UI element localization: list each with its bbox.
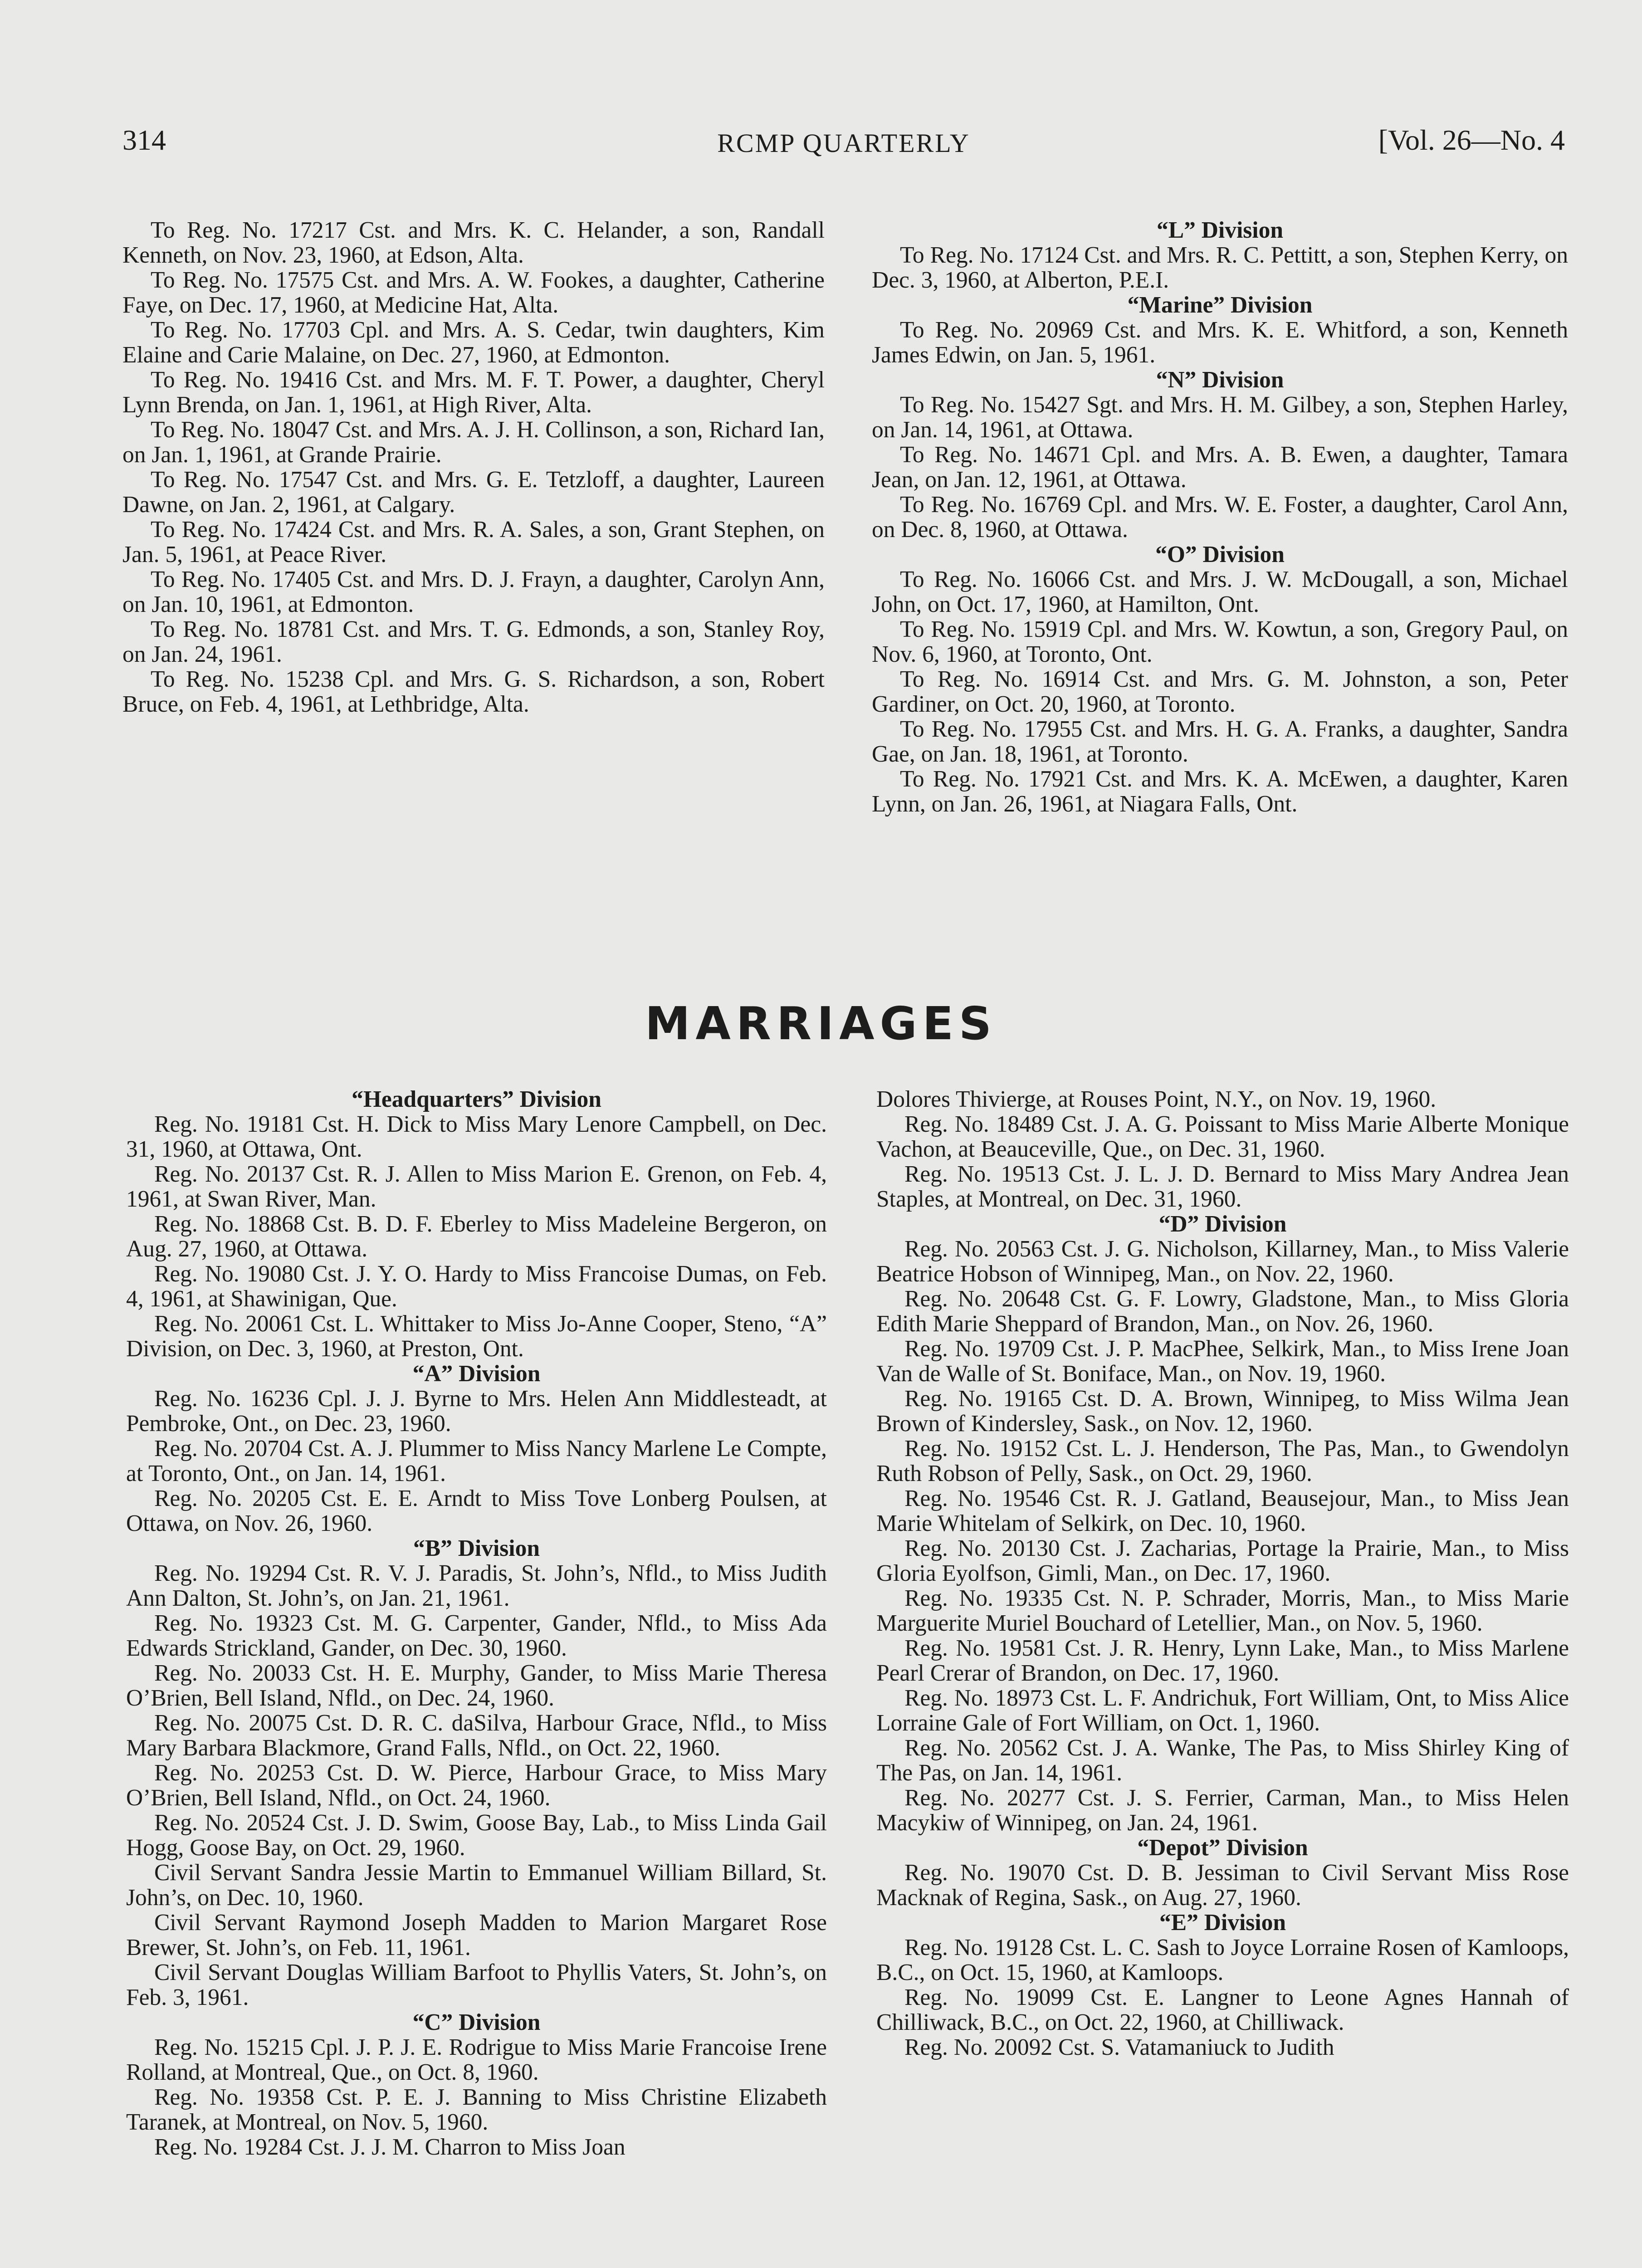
- entry-paragraph: Reg. No. 20130 Cst. J. Zacharias, Portage la Prairie, Man., to Miss Gloria Eyolfson, Gimli, Man., on Dec. 17, 1960.: [876, 1535, 1569, 1586]
- division-heading: “N” Division: [1156, 367, 1284, 393]
- entry-paragraph: To Reg. No. 17124 Cst. and Mrs. R. C. Pettitt, a son, Stephen Kerry, on Dec. 3, 1960, at Alberton, P.E.I.: [872, 242, 1568, 293]
- division-heading: “E” Division: [1159, 1910, 1286, 1936]
- entry-paragraph: Dolores Thivierge, at Rouses Point, N.Y., on Nov. 19, 1960.: [876, 1086, 1437, 1112]
- entry-paragraph: Reg. No. 18868 Cst. B. D. F. Eberley to Miss Madeleine Bergeron, on Aug. 27, 1960, at Ottawa.: [126, 1211, 827, 1262]
- entry-paragraph: To Reg. No. 16914 Cst. and Mrs. G. M. Johnston, a son, Peter Gardiner, on Oct. 20, 1960, at Toronto.: [872, 666, 1568, 717]
- entry-paragraph: Reg. No. 19181 Cst. H. Dick to Miss Mary Lenore Campbell, on Dec. 31, 1960, at Ottawa, Ont.: [126, 1111, 827, 1162]
- division-heading: “O” Division: [1155, 542, 1285, 567]
- division-heading: “Headquarters” Division: [352, 1086, 601, 1112]
- entry-paragraph: Reg. No. 20061 Cst. L. Whittaker to Miss Jo-Anne Cooper, Steno, “A” Division, on Dec. 3, 1960, at Preston, Ont.: [126, 1311, 827, 1362]
- division-heading: “D” Division: [1158, 1211, 1287, 1237]
- entry-paragraph: To Reg. No. 17424 Cst. and Mrs. R. A. Sales, a son, Grant Stephen, on Jan. 5, 1961, at Peace River.: [122, 517, 825, 567]
- entry-paragraph: Reg. No. 20704 Cst. A. J. Plummer to Miss Nancy Marlene Le Compte, at Toronto, Ont., on Jan. 14, 1961.: [126, 1436, 827, 1486]
- division-heading: “A” Division: [412, 1361, 541, 1387]
- entry-paragraph: To Reg. No. 16066 Cst. and Mrs. J. W. McDougall, a son, Michael John, on Oct. 17, 1960, at Hamilton, Ont.: [872, 567, 1568, 617]
- entry-paragraph: Reg. No. 20092 Cst. S. Vatamaniuck to Judith: [904, 2034, 1334, 2060]
- entry-paragraph: Reg. No. 19080 Cst. J. Y. O. Hardy to Miss Francoise Dumas, on Feb. 4, 1961, at Shawinigan, Que.: [126, 1261, 827, 1312]
- entry-paragraph: Reg. No. 20562 Cst. J. A. Wanke, The Pas, to Miss Shirley King of The Pas, on Jan. 14, 1961.: [876, 1735, 1569, 1786]
- entry-paragraph: To Reg. No. 17921 Cst. and Mrs. K. A. McEwen, a daughter, Karen Lynn, on Jan. 26, 1961, at Niagara Falls, Ont.: [872, 766, 1568, 817]
- entry-paragraph: To Reg. No. 15919 Cpl. and Mrs. W. Kowtun, a son, Gregory Paul, on Nov. 6, 1960, at Toronto, Ont.: [872, 616, 1568, 667]
- births-left-column: [122, 218, 825, 717]
- division-heading: “Depot” Division: [1137, 1835, 1308, 1861]
- entry-paragraph: Reg. No. 20075 Cst. D. R. C. daSilva, Harbour Grace, Nfld., to Miss Mary Barbara Blackmore, Grand Falls, Nfld., on Oct. 22, 1960.: [126, 1710, 827, 1761]
- entry-paragraph: To Reg. No. 19416 Cst. and Mrs. M. F. T. Power, a daughter, Cheryl Lynn Brenda, on Jan. 1, 1961, at High River, Alta.: [122, 367, 825, 418]
- entry-paragraph: To Reg. No. 20969 Cst. and Mrs. K. E. Whitford, a son, Kenneth James Edwin, on Jan. 5, 1961.: [872, 317, 1568, 368]
- entry-paragraph: To Reg. No. 17575 Cst. and Mrs. A. W. Fookes, a daughter, Catherine Faye, on Dec. 17, 1960, at Medicine Hat, Alta.: [122, 267, 825, 318]
- entry-paragraph: To Reg. No. 15427 Sgt. and Mrs. H. M. Gilbey, a son, Stephen Harley, on Jan. 14, 1961, at Ottawa.: [872, 392, 1568, 443]
- entry-paragraph: Reg. No. 19099 Cst. E. Langner to Leone Agnes Hannah of Chilliwack, B.C., on Oct. 22, 1960, at Chilliwack.: [876, 1984, 1569, 2035]
- entry-paragraph: Reg. No. 20524 Cst. J. D. Swim, Goose Bay, Lab., to Miss Linda Gail Hogg, Goose Bay, on Oct. 29, 1960.: [126, 1810, 827, 1861]
- entry-paragraph: Reg. No. 19709 Cst. J. P. MacPhee, Selkirk, Man., to Miss Irene Joan Van de Walle of St. Boniface, Man., on Nov. 19, 1960.: [876, 1336, 1569, 1387]
- entry-paragraph: Reg. No. 19294 Cst. R. V. J. Paradis, St. John’s, Nfld., to Miss Judith Ann Dalton, St. John’s, on Jan. 21, 1961.: [126, 1560, 827, 1611]
- entry-paragraph: Reg. No. 20205 Cst. E. E. Arndt to Miss Tove Lonberg Poulsen, at Ottawa, on Nov. 26, 1960.: [126, 1486, 827, 1536]
- entry-paragraph: To Reg. No. 18047 Cst. and Mrs. A. J. H. Collinson, a son, Richard Ian, on Jan. 1, 1961, at Grande Prairie.: [122, 417, 825, 468]
- entry-paragraph: To Reg. No. 17547 Cst. and Mrs. G. E. Tetzloff, a daughter, Laureen Dawne, on Jan. 2, 1961, at Calgary.: [122, 467, 825, 518]
- entry-paragraph: To Reg. No. 18781 Cst. and Mrs. T. G. Edmonds, a son, Stanley Roy, on Jan. 24, 1961.: [122, 616, 825, 667]
- division-heading: “L” Division: [1156, 217, 1284, 243]
- entry-paragraph: To Reg. No. 17217 Cst. and Mrs. K. C. Helander, a son, Randall Kenneth, on Nov. 23, 1960, at Edson, Alta.: [122, 217, 825, 268]
- entry-paragraph: Reg. No. 19128 Cst. L. C. Sash to Joyce Lorraine Rosen of Kamloops, B.C., on Oct. 15, 1960, at Kamloops.: [876, 1935, 1569, 1985]
- entry-paragraph: Reg. No. 16236 Cpl. J. J. Byrne to Mrs. Helen Ann Middlesteadt, at Pembroke, Ont., on Dec. 23, 1960.: [126, 1386, 827, 1437]
- entry-paragraph: Reg. No. 20253 Cst. D. W. Pierce, Harbour Grace, to Miss Mary O’Brien, Bell Island, Nfld., on Oct. 24, 1960.: [126, 1760, 827, 1811]
- entry-paragraph: Reg. No. 15215 Cpl. J. P. J. E. Rodrigue to Miss Marie Francoise Irene Rolland, at Montreal, Que., on Oct. 8, 1960.: [126, 2034, 827, 2085]
- entry-paragraph: Civil Servant Raymond Joseph Madden to Marion Margaret Rose Brewer, St. John’s, on Feb. 11, 1961.: [126, 1910, 827, 1960]
- entry-paragraph: Civil Servant Sandra Jessie Martin to Emmanuel William Billard, St. John’s, on Dec. 10, 1960.: [126, 1860, 827, 1911]
- entry-paragraph: Reg. No. 20137 Cst. R. J. Allen to Miss Marion E. Grenon, on Feb. 4, 1961, at Swan River, Man.: [126, 1161, 827, 1212]
- entry-paragraph: Reg. No. 19513 Cst. J. L. J. D. Bernard to Miss Mary Andrea Jean Staples, at Montreal, on Dec. 31, 1960.: [876, 1161, 1569, 1212]
- entry-paragraph: Reg. No. 19165 Cst. D. A. Brown, Winnipeg, to Miss Wilma Jean Brown of Kindersley, Sask., on Nov. 12, 1960.: [876, 1386, 1569, 1437]
- entry-paragraph: To Reg. No. 16769 Cpl. and Mrs. W. E. Foster, a daughter, Carol Ann, on Dec. 8, 1960, at Ottawa.: [872, 492, 1568, 543]
- entry-paragraph: To Reg. No. 14671 Cpl. and Mrs. A. B. Ewen, a daughter, Tamara Jean, on Jan. 12, 1961, at Ottawa.: [872, 442, 1568, 493]
- entry-paragraph: Reg. No. 19335 Cst. N. P. Schrader, Morris, Man., to Miss Marie Marguerite Muriel Bouchard of Letellier, Man., on Nov. 5, 1960.: [876, 1585, 1569, 1636]
- births-right-column: [872, 218, 1568, 816]
- volume-number: [Vol. 26—No. 4: [1378, 124, 1565, 156]
- entry-paragraph: Reg. No. 18973 Cst. L. F. Andrichuk, Fort William, Ont, to Miss Alice Lorraine Gale of Fort William, on Oct. 1, 1960.: [876, 1685, 1569, 1736]
- entry-paragraph: To Reg. No. 17405 Cst. and Mrs. D. J. Frayn, a daughter, Carolyn Ann, on Jan. 10, 1961, at Edmonton.: [122, 567, 825, 617]
- marriages-heading: MARRIAGES: [645, 997, 997, 1050]
- entry-paragraph: To Reg. No. 17703 Cpl. and Mrs. A. S. Cedar, twin daughters, Kim Elaine and Carie Malaine, on Dec. 27, 1960, at Edmonton.: [122, 317, 825, 368]
- entry-paragraph: Reg. No. 19358 Cst. P. E. J. Banning to Miss Christine Elizabeth Taranek, at Montreal, on Nov. 5, 1960.: [126, 2084, 827, 2135]
- page-header: [122, 123, 1565, 164]
- entry-paragraph: To Reg. No. 17955 Cst. and Mrs. H. G. A. Franks, a daughter, Sandra Gae, on Jan. 18, 1961, at Toronto.: [872, 716, 1568, 767]
- entry-paragraph: Reg. No. 19546 Cst. R. J. Gatland, Beausejour, Man., to Miss Jean Marie Whitelam of Selkirk, on Dec. 10, 1960.: [876, 1486, 1569, 1536]
- marriages-left-column: [126, 1087, 827, 2160]
- division-heading: “C” Division: [412, 2009, 541, 2035]
- entry-paragraph: Reg. No. 20563 Cst. J. G. Nicholson, Killarney, Man., to Miss Valerie Beatrice Hobson of Winnipeg, Man., on Nov. 22, 1960.: [876, 1236, 1569, 1287]
- entry-paragraph: Reg. No. 20277 Cst. J. S. Ferrier, Carman, Man., to Miss Helen Macykiw of Winnipeg, on Jan. 24, 1961.: [876, 1785, 1569, 1836]
- entry-paragraph: Reg. No. 19581 Cst. J. R. Henry, Lynn Lake, Man., to Miss Marlene Pearl Crerar of Brandon, on Dec. 17, 1960.: [876, 1635, 1569, 1686]
- entry-paragraph: Reg. No. 20648 Cst. G. F. Lowry, Gladstone, Man., to Miss Gloria Edith Marie Sheppard of Brandon, Man., on Nov. 26, 1960.: [876, 1286, 1569, 1337]
- entry-paragraph: Reg. No. 19152 Cst. L. J. Henderson, The Pas, Man., to Gwendolyn Ruth Robson of Pelly, Sask., on Oct. 29, 1960.: [876, 1436, 1569, 1486]
- marriages-right-column: [876, 1087, 1569, 2060]
- entry-paragraph: Reg. No. 18489 Cst. J. A. G. Poissant to Miss Marie Alberte Monique Vachon, at Beauceville, Que., on Dec. 31, 1960.: [876, 1111, 1569, 1162]
- entry-paragraph: Reg. No. 19284 Cst. J. J. M. Charron to Miss Joan: [154, 2134, 626, 2160]
- running-title: RCMP QUARTERLY: [717, 128, 970, 158]
- entry-paragraph: Reg. No. 19323 Cst. M. G. Carpenter, Gander, Nfld., to Miss Ada Edwards Strickland, Gander, on Dec. 30, 1960.: [126, 1610, 827, 1661]
- entry-paragraph: Reg. No. 19070 Cst. D. B. Jessiman to Civil Servant Miss Rose Macknak of Regina, Sask., on Aug. 27, 1960.: [876, 1860, 1569, 1911]
- entry-paragraph: To Reg. No. 15238 Cpl. and Mrs. G. S. Richardson, a son, Robert Bruce, on Feb. 4, 1961, at Lethbridge, Alta.: [122, 666, 825, 717]
- division-heading: “B” Division: [413, 1535, 540, 1561]
- entry-paragraph: Civil Servant Douglas William Barfoot to Phyllis Vaters, St. John’s, on Feb. 3, 1961.: [126, 1960, 827, 2010]
- division-heading: “Marine” Division: [1127, 292, 1313, 318]
- entry-paragraph: Reg. No. 20033 Cst. H. E. Murphy, Gander, to Miss Marie Theresa O’Brien, Bell Island, Nfld., on Dec. 24, 1960.: [126, 1660, 827, 1711]
- page-number: 314: [122, 124, 166, 156]
